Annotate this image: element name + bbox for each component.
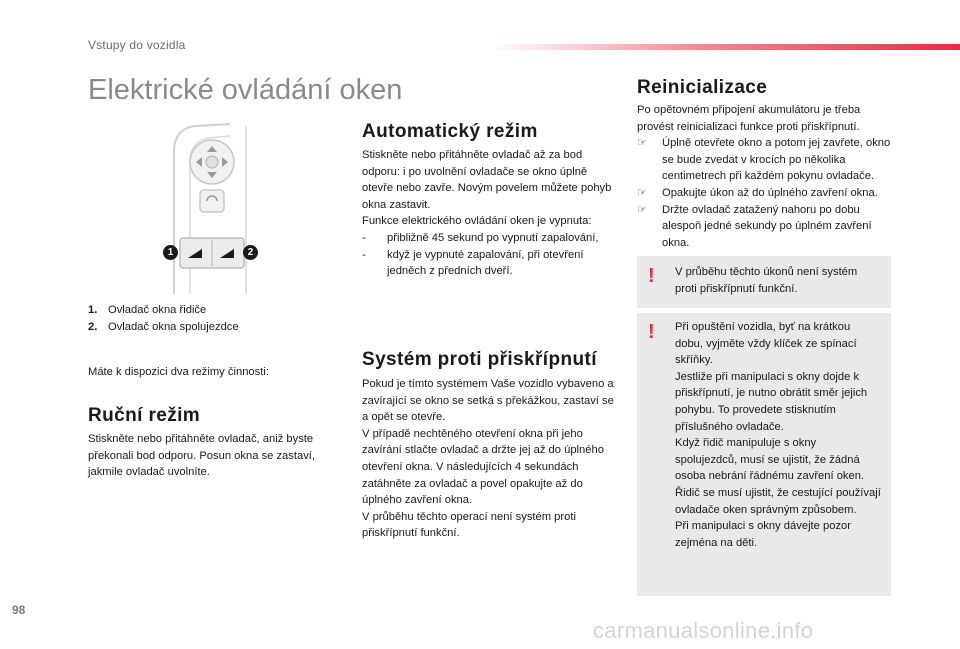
warning-paragraph: Jestliže při manipulaci s okny dojde k přiskřípnutí, je nutno obrátit směr jejich pohybu. To provedete stisknutím příslušného ovladače. (675, 370, 868, 433)
anti-pinch-text: Pokud je tímto systémem Vaše vozidlo vybaveno a zavírající se okno se setká s překážkou, zastaví se a opět se otevře. (362, 378, 614, 424)
door-panel-drawing (160, 122, 270, 297)
list-item (362, 230, 620, 247)
callout-1: 1 (163, 245, 178, 260)
page-number: 98 (12, 603, 26, 617)
auto-mode-disable-text: Funkce elektrického ovládání oken je vypnuta: (362, 215, 592, 228)
reinit-intro: Po opětovném připojení akumulátoru je třeba provést reinicializaci funkce proti přiskřípnutí. (637, 104, 861, 133)
list-item (637, 185, 899, 202)
reinit-heading: Reinicializace (637, 77, 768, 98)
list-item-text: Úplně otevřete okno a potom jej zavřete, okno se bude zvedat v krocích po několika centimetrech při každém pokynu ovladače. (662, 137, 891, 183)
warning-paragraph: Při manipulaci s okny dávejte pozor zejména na děti. (675, 520, 851, 549)
header-accent-bar (490, 44, 960, 50)
auto-mode-text: Stiskněte nebo přitáhněte ovladač až za bod odporu: i po uvolnění ovladače se okno úplně otevře nebo zavře. Novým povelem můžete pohyb okna zastavit. (362, 149, 612, 211)
warning-paragraph: Řidič se musí ujistit, že cestující používají ovladače oken správným způsobem. (675, 486, 881, 516)
manual-mode-text: Stiskněte nebo přitáhněte ovladač, aniž byste překonali bod odporu. Posun okna se zastaví, jakmile ovladač uvolníte. (88, 433, 316, 479)
list-item (637, 135, 899, 185)
warning-note (637, 313, 891, 596)
warning-note-text: V průběhu těchto úkonů není systém proti přiskřípnutí funkční. (675, 266, 858, 295)
legend-number: 2. (88, 320, 98, 333)
window-switch-illustration (160, 122, 270, 297)
warning-note (637, 256, 891, 308)
dash-bullet: - (362, 248, 366, 261)
hand-pointer-icon: ☞ (637, 186, 648, 199)
hand-pointer-icon: ☞ (637, 203, 648, 216)
hand-pointer-icon: ☞ (637, 137, 648, 150)
page-title: Elektrické ovládání oken (88, 74, 403, 106)
callout-2: 2 (243, 245, 258, 260)
anti-pinch-text: V průběhu těchto operací není systém proti přiskřípnutí funkční. (362, 510, 576, 540)
anti-pinch-text: V případě nechtěného otevření okna při jeho zavírání stlačte ovladač a držte jej až do úplného otevření okna. V následujících 4 sekundách zatáhněte za ovladač a povel opakujte až do úplného zavření okna. (362, 427, 604, 507)
list-item-text: Opakujte úkon až do úplného zavření okna. (662, 186, 878, 199)
list-item-text: přibližně 45 sekund po vypnutí zapalování, (387, 231, 599, 244)
legend-number: 1. (88, 304, 98, 316)
list-item-text: když je vypnuté zapalování, při otevření jedněch z předních dveří. (387, 248, 584, 278)
warning-note-text (675, 319, 881, 551)
legend-label: Ovladač okna řidiče (108, 304, 207, 316)
anti-pinch-heading: Systém proti přiskřípnutí (362, 349, 597, 370)
legend-item (88, 302, 338, 319)
auto-mode-section (362, 147, 620, 280)
watermark: carmanualsonline.info (593, 618, 814, 643)
auto-mode-heading: Automatický režim (362, 121, 538, 142)
warning-exclamation-icon: ! (648, 321, 655, 343)
manual-mode-heading: Ruční režim (88, 405, 201, 426)
warning-paragraph: Při opuštění vozidla, byť na krátkou dobu, vyjměte vždy klíček ze spínací skříňky. (675, 321, 857, 367)
dash-bullet: - (362, 231, 366, 244)
warning-paragraph: Když řidič manipuluje s okny spolujezdců, musí se ujistit, že žádná osoba nebrání řádnému zavření oken. (675, 437, 865, 483)
list-item (637, 202, 899, 252)
list-item (362, 247, 620, 280)
anti-pinch-section (362, 376, 620, 542)
legend-label: Ovladač okna spolujezdce (108, 320, 239, 333)
section-label: Vstupy do vozidla (88, 38, 186, 52)
warning-exclamation-icon: ! (648, 265, 655, 287)
modes-intro: Máte k dispozici dva režimy činnosti: (88, 366, 269, 378)
legend-item (88, 319, 338, 336)
list-item-text: Držte ovladač zatažený nahoru po dobu alespoň jedné sekundy po úplném zavření okna. (662, 203, 872, 249)
illustration-legend (88, 302, 338, 335)
reinit-section (637, 102, 899, 251)
